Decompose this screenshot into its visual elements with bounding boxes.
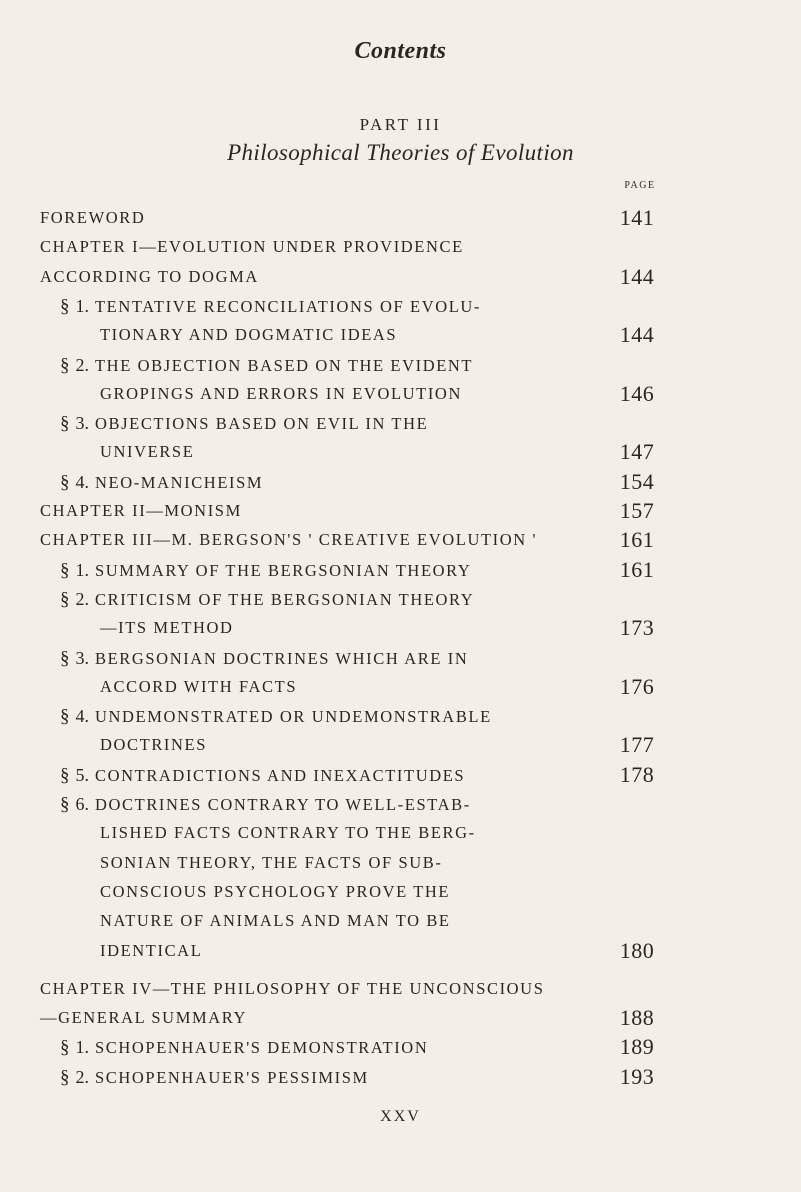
section-entry-line (60, 355, 473, 377)
page-number: 157 (619, 498, 655, 523)
section-entry-line (60, 296, 481, 318)
chapter-entry-line (40, 237, 464, 257)
section-entry-line (100, 618, 234, 638)
section-entry-line (60, 706, 492, 728)
page-number: 146 (619, 380, 655, 406)
section-mark: § (60, 295, 70, 317)
section-entry-line (60, 648, 468, 670)
section-entry-line (100, 941, 202, 961)
section-entry-line (60, 472, 263, 494)
entry-title: CHAPTER IV—THE PHILOSOPHY OF THE UNCONSCIOUS (40, 978, 545, 998)
page-number: 141 (619, 205, 655, 230)
section-number: 6. (75, 794, 89, 814)
chapter-entry-line (40, 501, 242, 521)
section-number: 2. (75, 354, 89, 375)
section-number: 3. (75, 413, 89, 434)
section-mark: § (60, 794, 70, 815)
part-heading: PART III (359, 115, 442, 134)
running-head: Contents (354, 38, 447, 64)
page-number: 193 (619, 1063, 655, 1089)
page-number: 154 (619, 468, 655, 494)
entry-title: NEO-MANICHEISM (95, 472, 264, 492)
section-entry-line (60, 589, 474, 611)
entry-title: OBJECTIONS BASED ON EVIL IN THE (95, 414, 429, 434)
entry-title: ACCORDING TO DOGMA (40, 266, 259, 286)
section-mark: § (60, 471, 70, 493)
section-entry-line (60, 413, 428, 435)
page-number: 178 (619, 761, 655, 787)
section-entry-line (100, 853, 442, 873)
section-mark: § (60, 706, 70, 728)
section-entry-line (100, 735, 207, 755)
section-entry-line (100, 677, 297, 697)
folio: XXV (380, 1108, 421, 1125)
entry-title: THE OBJECTION BASED ON THE EVIDENT (95, 355, 474, 375)
entry-title: SCHOPENHAUER'S PESSIMISM (95, 1067, 369, 1087)
entry-title: TENTATIVE RECONCILIATIONS OF EVOLU- (95, 296, 482, 316)
page-number: 180 (619, 937, 655, 963)
page-number: 189 (619, 1034, 655, 1060)
entry-title: IDENTICAL (100, 940, 203, 960)
entry-title: DOCTRINES (100, 735, 207, 755)
section-number: 5. (75, 764, 89, 785)
chapter-entry-line (40, 267, 259, 287)
entry-title: ACCORD WITH FACTS (100, 676, 298, 696)
entry-title: SUMMARY OF THE BERGSONIAN THEORY (95, 560, 472, 580)
section-number: 1. (75, 295, 89, 316)
section-number: 3. (75, 647, 89, 668)
entry-title: SCHOPENHAUER'S DEMONSTRATION (95, 1038, 429, 1058)
entry-title: TIONARY AND DOGMATIC IDEAS (100, 325, 398, 345)
section-mark: § (60, 1037, 70, 1059)
page-number: 188 (619, 1005, 655, 1031)
entry-title: —ITS METHOD (100, 618, 234, 638)
page-number: 161 (619, 556, 655, 582)
entry-title: SONIAN THEORY, THE FACTS OF SUB- (100, 852, 443, 872)
page-number: 176 (619, 673, 655, 699)
entry-title: CHAPTER III—M. BERGSON'S ' CREATIVE EVOLUTION ' (40, 530, 538, 550)
entry-title: UNIVERSE (100, 442, 195, 462)
section-mark: § (60, 647, 70, 669)
section-entry-line (60, 794, 471, 816)
page-column-label: PAGE (624, 180, 656, 191)
entry-title: BERGSONIAN DOCTRINES WHICH ARE IN (95, 648, 469, 668)
section-entry-line (100, 882, 450, 902)
section-entry-line (100, 911, 451, 931)
entry-title: DOCTRINES CONTRARY TO WELL-ESTAB- (95, 795, 471, 814)
section-mark: § (60, 559, 70, 581)
entry-title: CHAPTER I—EVOLUTION UNDER PROVIDENCE (40, 237, 464, 257)
section-number: 4. (75, 706, 89, 727)
section-entry-line (60, 765, 465, 787)
section-number: 2. (75, 1066, 89, 1087)
page-number: 177 (619, 732, 655, 758)
entry-title: CONTRADICTIONS AND INEXACTITUDES (95, 765, 466, 785)
part-subtitle: Philosophical Theories of Evolution (227, 140, 574, 165)
section-number: 1. (75, 559, 89, 580)
section-mark: § (60, 354, 70, 376)
chapter-entry-line (40, 1008, 247, 1028)
entry-title: LISHED FACTS CONTRARY TO THE BERG- (100, 823, 476, 843)
page-number: 144 (619, 263, 655, 289)
page-number: 147 (619, 439, 655, 465)
section-mark: § (60, 1066, 70, 1088)
chapter-entry-line (40, 208, 145, 228)
section-number: 1. (75, 1037, 89, 1058)
page-number: 173 (619, 615, 655, 641)
section-mark: § (60, 588, 70, 610)
entry-title: GROPINGS AND ERRORS IN EVOLUTION (100, 383, 462, 403)
entry-title: CHAPTER II—MONISM (40, 501, 242, 520)
section-entry-line (60, 1067, 369, 1089)
entry-title: UNDEMONSTRATED OR UNDEMONSTRABLE (95, 707, 492, 727)
page-number: 161 (619, 527, 655, 553)
page-number: 144 (619, 322, 655, 348)
section-entry-line (60, 560, 471, 582)
section-entry-line (100, 823, 476, 843)
section-mark: § (60, 764, 70, 786)
section-entry-line (100, 325, 397, 345)
entry-title: CONSCIOUS PSYCHOLOGY PROVE THE (100, 881, 451, 901)
chapter-entry-line (40, 530, 537, 550)
section-number: 4. (75, 471, 89, 492)
entry-title: CRITICISM OF THE BERGSONIAN THEORY (95, 589, 475, 609)
entry-title: FOREWORD (40, 208, 146, 227)
section-mark: § (60, 413, 70, 435)
section-entry-line (60, 1037, 428, 1059)
section-entry-line (100, 442, 194, 462)
section-entry-line (100, 384, 462, 404)
section-number: 2. (75, 588, 89, 609)
entry-title: —GENERAL SUMMARY (40, 1008, 247, 1028)
chapter-entry-line (40, 979, 544, 999)
entry-title: NATURE OF ANIMALS AND MAN TO BE (100, 911, 451, 931)
